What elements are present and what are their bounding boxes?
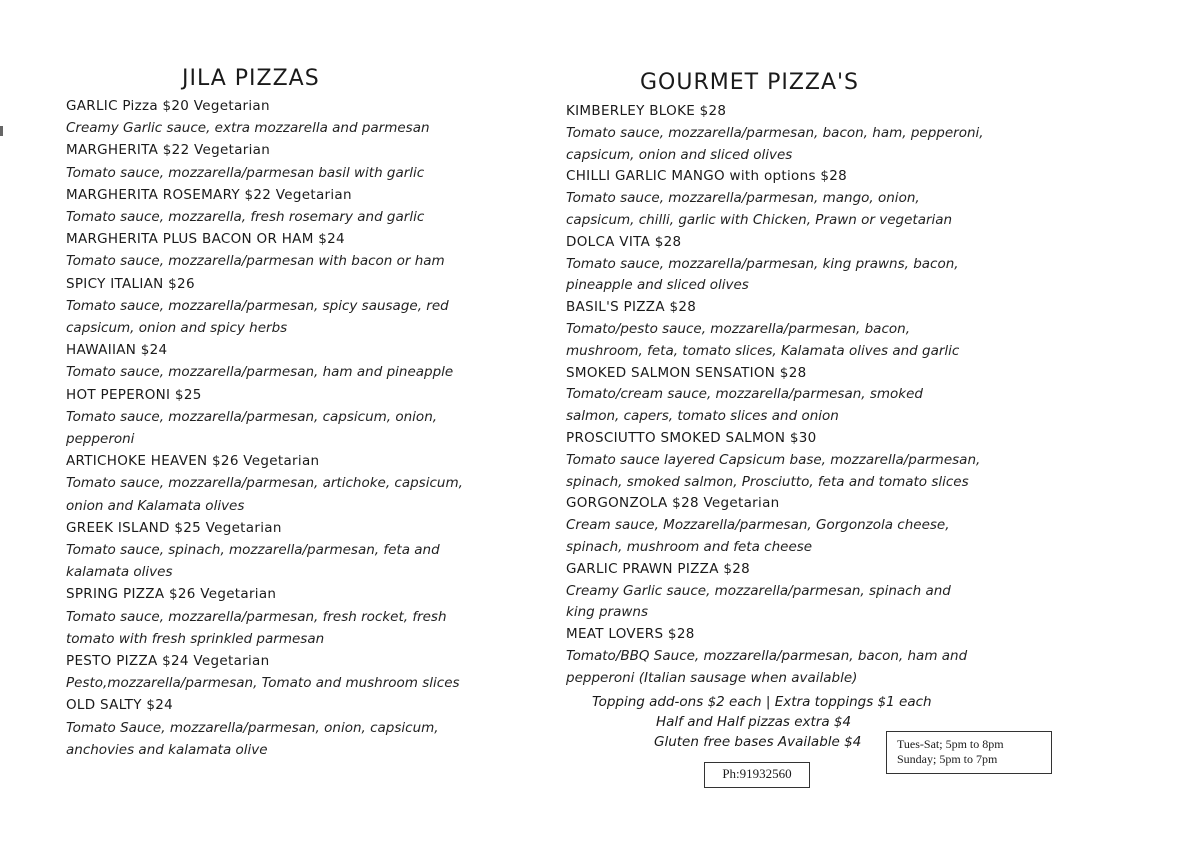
menu-item-name: GORGONZOLA $28 Vegetarian — [566, 495, 780, 512]
menu-item-description: king prawns — [566, 604, 649, 621]
menu-item-name: HOT PEPERONI $25 — [66, 386, 202, 403]
menu-item-name: HAWAIIAN $24 — [66, 342, 168, 359]
menu-item-name: CHILLI GARLIC MANGO with options $28 — [566, 168, 848, 185]
menu-item-description: Tomato sauce layered Capsicum base, mozzarella/parmesan, — [566, 451, 981, 468]
menu-item-name: MEAT LOVERS $28 — [566, 626, 695, 643]
menu-item-description: spinach, smoked salmon, Prosciutto, feta and tomato slices — [566, 473, 969, 490]
menu-item-description: capsicum, onion and sliced olives — [566, 146, 793, 163]
menu-item-description: salmon, capers, tomato slices and onion — [566, 408, 839, 425]
menu-item-name: SPICY ITALIAN $26 — [66, 275, 195, 292]
menu-item-description: Pesto,mozzarella/parmesan, Tomato and mushroom slices — [66, 675, 460, 692]
page-edge-mark — [0, 126, 3, 136]
half-and-half-note: Half and Half pizzas extra $4 — [656, 714, 852, 730]
menu-item-name: MARGHERITA PLUS BACON OR HAM $24 — [66, 231, 345, 248]
menu-item-description: Tomato sauce, mozzarella/parmesan, king prawns, bacon, — [566, 255, 959, 272]
menu-item-description: Tomato sauce, mozzarella, fresh rosemary and garlic — [66, 209, 425, 225]
toppings-note: Topping add-ons $2 each | Extra toppings $1 each — [592, 694, 932, 710]
menu-item-description: Tomato sauce, mozzarella/parmesan, artichoke, capsicum, — [66, 475, 463, 492]
menu-item-description: Tomato sauce, mozzarella/parmesan, fresh rocket, fresh — [66, 608, 447, 625]
menu-item-description: Tomato Sauce, mozzarella/parmesan, onion, capsicum, — [66, 719, 439, 736]
menu-item-description: pineapple and sliced olives — [566, 277, 749, 294]
menu-item-name: ARTICHOKE HEAVEN $26 Vegetarian — [66, 453, 320, 470]
phone-box — [704, 762, 810, 788]
menu-item-description: Tomato sauce, spinach, mozzarella/parmesan, feta and — [66, 542, 440, 558]
menu-item-description: pepperoni — [66, 431, 135, 447]
menu-item-name: GARLIC PRAWN PIZZA $28 — [566, 560, 751, 577]
opening-hours-line: Sunday; 5pm to 7pm — [897, 752, 998, 766]
menu-item-description: Tomato sauce, mozzarella/parmesan, spicy sausage, red — [66, 297, 449, 314]
menu-item-description: Tomato sauce, mozzarella/parmesan, capsicum, onion, — [66, 408, 438, 425]
menu-item-description: Tomato/pesto sauce, mozzarella/parmesan, bacon, — [566, 321, 910, 337]
menu-item-description: Tomato sauce, mozzarella/parmesan, bacon, ham, pepperoni, — [566, 124, 984, 141]
menu-item-name: PESTO PIZZA $24 Vegetarian — [66, 653, 270, 669]
left-menu-title: JILA PIZZAS — [182, 66, 320, 91]
menu-item-description: Tomato sauce, mozzarella/parmesan, ham and pineapple — [66, 364, 454, 381]
menu-item-name: SPRING PIZZA $26 Vegetarian — [66, 586, 277, 603]
opening-hours-box — [886, 731, 1052, 774]
menu-item-description: Tomato sauce, mozzarella/parmesan, mango, onion, — [566, 190, 920, 207]
phone-number: Ph:91932560 — [722, 766, 792, 781]
menu-item-description: Tomato/cream sauce, mozzarella/parmesan, smoked — [566, 386, 923, 403]
menu-item-name: OLD SALTY $24 — [66, 697, 174, 714]
menu-item-description: capsicum, chilli, garlic with Chicken, Prawn or vegetarian — [566, 212, 953, 228]
menu-item-name: DOLCA VITA $28 — [566, 233, 682, 250]
menu-item-description: capsicum, onion and spicy herbs — [66, 320, 288, 336]
menu-item-name: MARGHERITA $22 Vegetarian — [66, 142, 271, 159]
gluten-free-note: Gluten free bases Available $4 — [654, 734, 862, 750]
menu-item-description: tomato with fresh sprinkled parmesan — [66, 630, 325, 647]
menu-item-name: PROSCIUTTO SMOKED SALMON $30 — [566, 430, 817, 446]
menu-item-description: Creamy Garlic sauce, mozzarella/parmesan, spinach and — [566, 582, 951, 599]
menu-item-description: Tomato/BBQ Sauce, mozzarella/parmesan, bacon, ham and — [566, 648, 968, 664]
menu-item-name: BASIL'S PIZZA $28 — [566, 299, 697, 316]
menu-item-name: GREEK ISLAND $25 Vegetarian — [66, 519, 282, 536]
menu-item-name: GARLIC Pizza $20 Vegetarian — [66, 98, 270, 114]
right-menu-title: GOURMET PIZZA'S — [640, 70, 860, 95]
menu-item-name: MARGHERITA ROSEMARY $22 Vegetarian — [66, 186, 352, 203]
menu-item-description: onion and Kalamata olives — [66, 497, 245, 514]
menu-item-description: Cream sauce, Mozzarella/parmesan, Gorgonzola cheese, — [566, 517, 950, 534]
menu-item-name: SMOKED SALMON SENSATION $28 — [566, 364, 807, 381]
menu-item-description: anchovies and kalamata olive — [66, 741, 268, 758]
menu-item-description: pepperoni (Italian sausage when available) — [566, 669, 858, 686]
opening-hours-line: Tues-Sat; 5pm to 8pm — [897, 737, 1004, 751]
menu-item-description: mushroom, feta, tomato slices, Kalamata olives and garlic — [566, 342, 960, 359]
menu-item-name: KIMBERLEY BLOKE $28 — [566, 103, 727, 119]
menu-item-description: kalamata olives — [66, 564, 173, 581]
menu-item-description: spinach, mushroom and feta cheese — [566, 539, 813, 555]
menu-item-description: Tomato sauce, mozzarella/parmesan with bacon or ham — [66, 253, 445, 270]
menu-item-description: Tomato sauce, mozzarella/parmesan basil with garlic — [66, 164, 425, 181]
menu-item-description: Creamy Garlic sauce, extra mozzarella and parmesan — [66, 120, 430, 137]
